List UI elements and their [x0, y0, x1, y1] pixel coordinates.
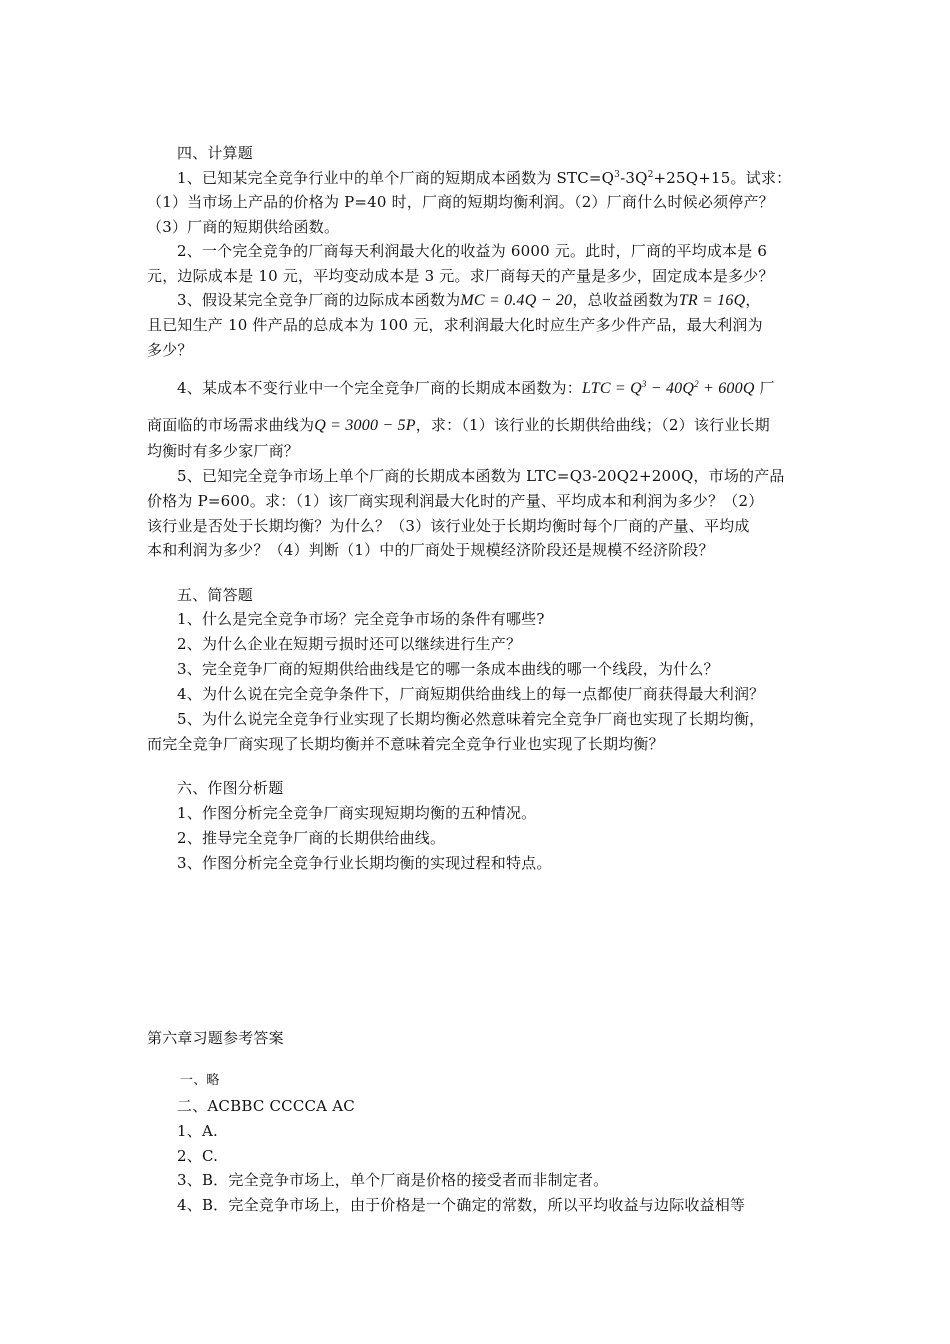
q5-line-3: 该行业是否处于长期均衡？为什么？（3）该行业处于长期均衡时每个厂商的产量、平均成: [147, 517, 750, 535]
ga-line-1: 1、作图分析完全竞争厂商实现短期均衡的五种情况。: [177, 804, 537, 822]
q3-line-2: 且已知生产 10 件产品的总成本为 100 元，求利润最大化时应生产多少件产品，最大利润为: [147, 316, 763, 334]
q1-line-2: （1）当市场上产品的价格为 P=40 时，厂商的短期均衡利润。（2）厂商什么时候必须停产？: [147, 193, 774, 211]
sa-line-3: 3、完全竞争厂商的短期供给曲线是它的哪一条成本曲线的哪一个线段，为什么？: [177, 660, 719, 678]
answer-item-4: 4、B．完全竞争市场上，由于价格是一个确定的常数，所以平均收益与边际收益相等: [177, 1196, 746, 1214]
section-title-calculation: 四、计算题: [177, 144, 254, 162]
answer-item-1: 1、A.: [177, 1122, 218, 1140]
tr-formula: TR = 16Q: [678, 292, 746, 309]
q1-line-3: （3）厂商的短期供给函数。: [147, 218, 340, 236]
answer-item-2: 2、C.: [177, 1147, 219, 1165]
q1-line-1: 1、已知某完全竞争行业中的单个厂商的短期成本函数为 $STC=Q^3-3Q^2+25Q+15$。试求：: [177, 169, 792, 187]
sa-line-2: 2、为什么企业在短期亏损时还可以继续进行生产？: [177, 635, 522, 653]
q4-line-3: 均衡时有多少家厂商？: [147, 442, 300, 460]
q5-line-4: 本和利润为多少？（4）判断（1）中的厂商处于规模经济阶段还是规模不经济阶段？: [147, 541, 714, 559]
q4-line-1: 4、某成本不变行业中一个完全竞争厂商的长期成本函数为：LTC = $Q^3 - 40Q^2 + 600Q$ 厂: [177, 379, 775, 397]
answer-section-2: 二、ACBBC CCCCA AC: [177, 1097, 355, 1115]
q4-line-2: 商面临的市场需求曲线为Q = 3000 − 5P，求：（1）该行业的长期供给曲线；（2）该行业长期: [147, 416, 770, 434]
sa-line-4: 4、为什么说在完全竞争条件下，厂商短期供给曲线上的每一点都使厂商获得最大利润？: [177, 685, 765, 703]
q5-line-2: 价格为 P=600。求：（1）该厂商实现利润最大化时的产量、平均成本和利润为多少？（2）: [147, 492, 764, 510]
sa-line-5: 5、为什么说完全竞争行业实现了长期均衡必然意味着完全竞争厂商也实现了长期均衡，: [177, 710, 765, 728]
ga-line-3: 3、作图分析完全竞争行业长期均衡的实现过程和特点。: [177, 854, 552, 872]
demand-formula: Q = 3000 − 5P: [314, 417, 416, 434]
mc-formula: MC = 0.4Q − 20: [460, 292, 573, 309]
q3-line-1: 3、假设某完全竞争厂商的边际成本函数为MC = 0.4Q − 20，总收益函数为TR = 16Q，: [177, 291, 761, 309]
q5-line-1: 5、已知完全竞争市场上单个厂商的长期成本函数为 LTC=Q3-20Q2+200Q，市场的产品: [177, 467, 785, 485]
answers-heading: 第六章习题参考答案: [147, 1029, 284, 1047]
ga-line-2: 2、推导完全竞争厂商的长期供给曲线。: [177, 829, 446, 847]
answer-section-1: 一、略: [180, 1073, 220, 1088]
q2-line-2: 元，边际成本是 10 元，平均变动成本是 3 元。求厂商每天的产量是多少，固定成本是多少？: [147, 267, 774, 285]
sa-line-6: 而完全竞争厂商实现了长期均衡并不意味着完全竞争行业也实现了长期均衡？: [147, 735, 664, 753]
sa-line-1: 1、什么是完全竞争市场？完全竞争市场的条件有哪些?: [177, 610, 545, 628]
ltc-formula: LTC = $Q^3 - 40Q^2 + 600Q$: [581, 379, 755, 397]
q3-line-3: 多少？: [147, 341, 193, 359]
section-title-graph-analysis: 六、作图分析题: [177, 779, 284, 797]
section-title-short-answer: 五、简答题: [177, 586, 254, 604]
answer-item-3: 3、B．完全竞争市场上，单个厂商是价格的接受者而非制定者。: [177, 1171, 609, 1189]
q2-line-1: 2、一个完全竞争的厂商每天利润最大化的收益为 6000 元。此时，厂商的平均成本是 6: [177, 242, 768, 260]
